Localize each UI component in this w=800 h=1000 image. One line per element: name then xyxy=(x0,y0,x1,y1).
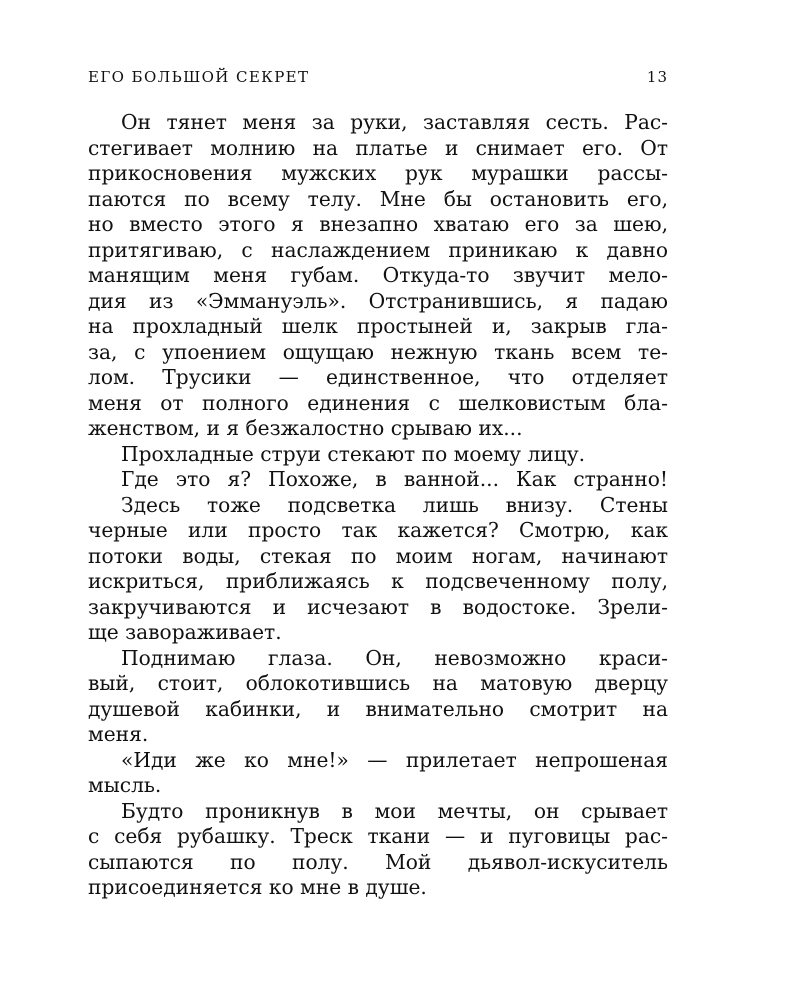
text-line: на прохладный шелк простыней и, закрыв гла- xyxy=(88,314,668,338)
body-text xyxy=(88,110,668,901)
text-line: притягиваю, с наслаждением приникаю к давно xyxy=(88,237,668,262)
text-line: вый, стоит, облокотившись на матовую дверцу xyxy=(88,671,668,695)
page-number: 13 xyxy=(646,68,668,86)
text-line: Будто проникнув в мои мечты, он срывает xyxy=(121,798,668,823)
text-line: женством, и я безжалостно срываю их... xyxy=(88,416,523,440)
text-line: паются по всему телу. Мне бы остановить его, xyxy=(88,186,668,211)
text-line: лом. Трусики — единственное, что отделяет xyxy=(88,365,668,389)
text-line: Прохладные струи стекают по моему лицу. xyxy=(121,441,586,466)
text-line: черные или просто так кажется? Смотрю, как xyxy=(88,518,668,542)
text-line: искриться, приближаясь к подсвеченному полу, xyxy=(88,569,668,593)
text-line: меня от полного единения с шелковистым бла- xyxy=(88,390,668,415)
text-line: но вместо этого я внезапно хватаю его за шею, xyxy=(88,212,668,236)
text-line: сыпаются по полу. Мой дьявол-искуситель xyxy=(88,849,668,874)
text-line: меня. xyxy=(88,722,149,746)
text-line: Здесь тоже подсветка лишь внизу. Стены xyxy=(121,492,668,517)
text-line: прикосновения мужских рук мурашки рассы- xyxy=(88,161,668,185)
text-line: мысль. xyxy=(88,773,162,797)
text-line: потоки воды, стекая по моим ногам, начинают xyxy=(88,543,668,568)
text-line: Он тянет меня за руки, заставляя сесть. Рас- xyxy=(121,110,668,134)
text-line: «Иди же ко мне!» — прилетает непрошеная xyxy=(121,747,668,772)
text-line: присоединяется ко мне в душе. xyxy=(88,875,427,899)
running-title: ЕГО БОЛЬШОЙ СЕКРЕТ xyxy=(88,68,310,86)
running-header xyxy=(88,68,668,90)
text-line: с себя рубашку. Треск ткани — и пуговицы рас- xyxy=(88,824,668,848)
text-line: Где это я? Похоже, в ванной... Как странно! xyxy=(121,467,668,491)
text-line: душевой кабинки, и внимательно смотрит на xyxy=(88,696,668,721)
text-line: стегивает молнию на платье и снимает его. От xyxy=(88,135,668,160)
text-line: ще завораживает. xyxy=(88,620,282,644)
text-line: манящим меня губам. Откуда-то звучит мело- xyxy=(88,263,668,287)
text-line: закручиваются и исчезают в водостоке. Зрели- xyxy=(88,594,668,619)
text-line: за, с упоением ощущаю нежную ткань всем те- xyxy=(88,339,668,364)
text-line: дия из «Эммануэль». Отстранившись, я падаю xyxy=(88,288,668,313)
text-line: Поднимаю глаза. Он, невозможно краси- xyxy=(121,645,668,670)
